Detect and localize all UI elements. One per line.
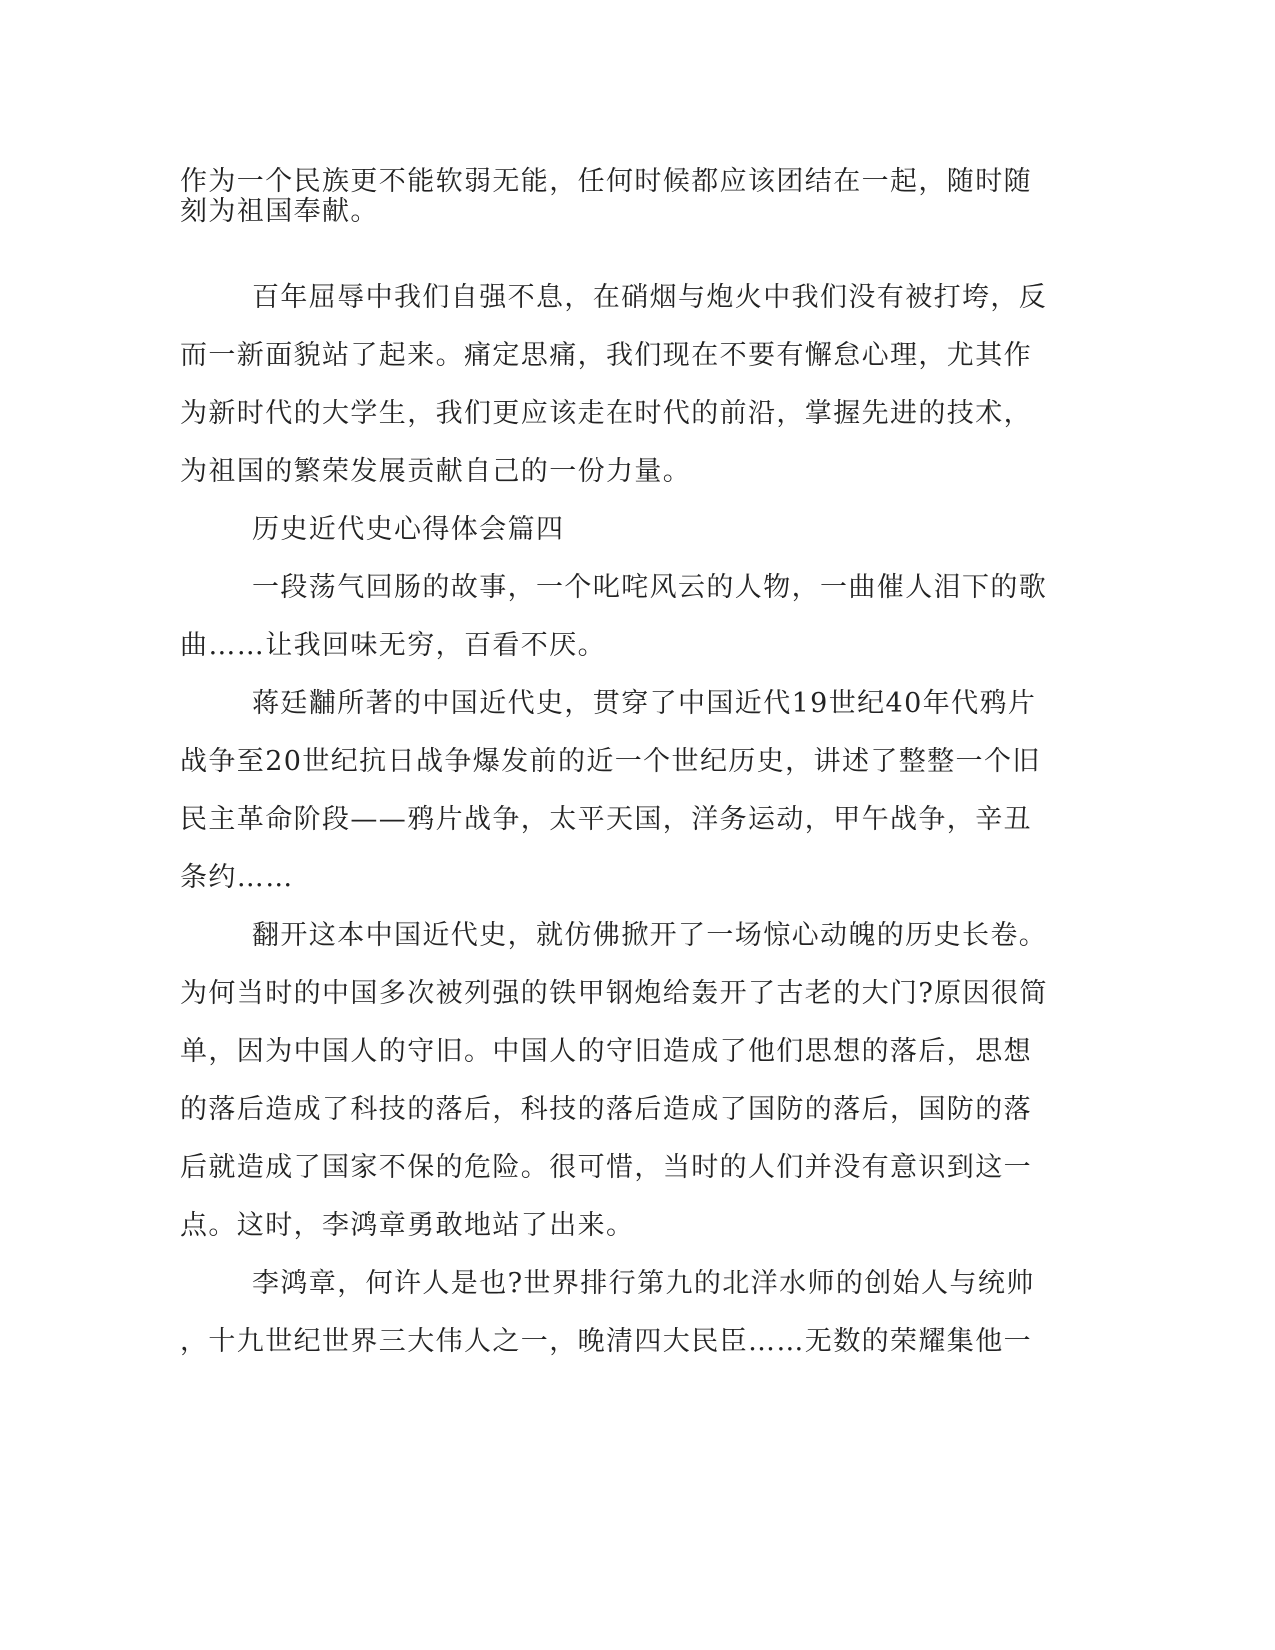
text-line: 一段荡气回肠的故事，一个叱咤风云的人物，一曲催人泪下的歌 [252, 572, 1048, 603]
text-line: 作为一个民族更不能软弱无能，任何时候都应该团结在一起，随时随 [180, 166, 1032, 197]
text-line: 而一新面貌站了起来。痛定思痛，我们现在不要有懈怠心理，尤其作 [180, 340, 1032, 371]
text-line: 单，因为中国人的守旧。中国人的守旧造成了他们思想的落后，思想 [180, 1036, 1032, 1067]
text-line: 点。这时，李鸿章勇敢地站了出来。 [180, 1210, 635, 1241]
text-line: 翻开这本中国近代史，就仿佛掀开了一场惊心动魄的历史长卷。 [252, 920, 1048, 951]
text-line: 战争至20世纪抗日战争爆发前的近一个世纪历史，讲述了整整一个旧 [180, 746, 1041, 777]
text-line: 李鸿章，何许人是也?世界排行第九的北洋水师的创始人与统帅 [252, 1268, 1035, 1299]
text-line: 民主革命阶段——鸦片战争，太平天国，洋务运动，甲午战争，辛丑 [180, 804, 1032, 835]
text-line: 为何当时的中国多次被列强的铁甲钢炮给轰开了古老的大门?原因很简 [180, 978, 1048, 1009]
text-line: 后就造成了国家不保的危险。很可惜，当时的人们并没有意识到这一 [180, 1152, 1032, 1183]
text-line: 蒋廷黼所著的中国近代史，贯穿了中国近代19世纪40年代鸦片 [252, 688, 1037, 719]
text-line: 为祖国的繁荣发展贡献自己的一份力量。 [180, 456, 692, 487]
text-line: 为新时代的大学生，我们更应该走在时代的前沿，掌握先进的技术， [180, 398, 1032, 429]
text-line: ，十九世纪世界三大伟人之一，晚清四大民臣……无数的荣耀集他一 [180, 1326, 1032, 1357]
section-heading: 历史近代史心得体会篇四 [252, 514, 565, 545]
text-line: 百年屈辱中我们自强不息，在硝烟与炮火中我们没有被打垮，反 [252, 282, 1048, 313]
text-line: 的落后造成了科技的落后，科技的落后造成了国防的落后，国防的落 [180, 1094, 1032, 1125]
text-line: 曲……让我回味无穷，百看不厌。 [180, 630, 606, 661]
text-line: 刻为祖国奉献。 [180, 196, 379, 227]
text-line: 条约…… [180, 862, 294, 893]
